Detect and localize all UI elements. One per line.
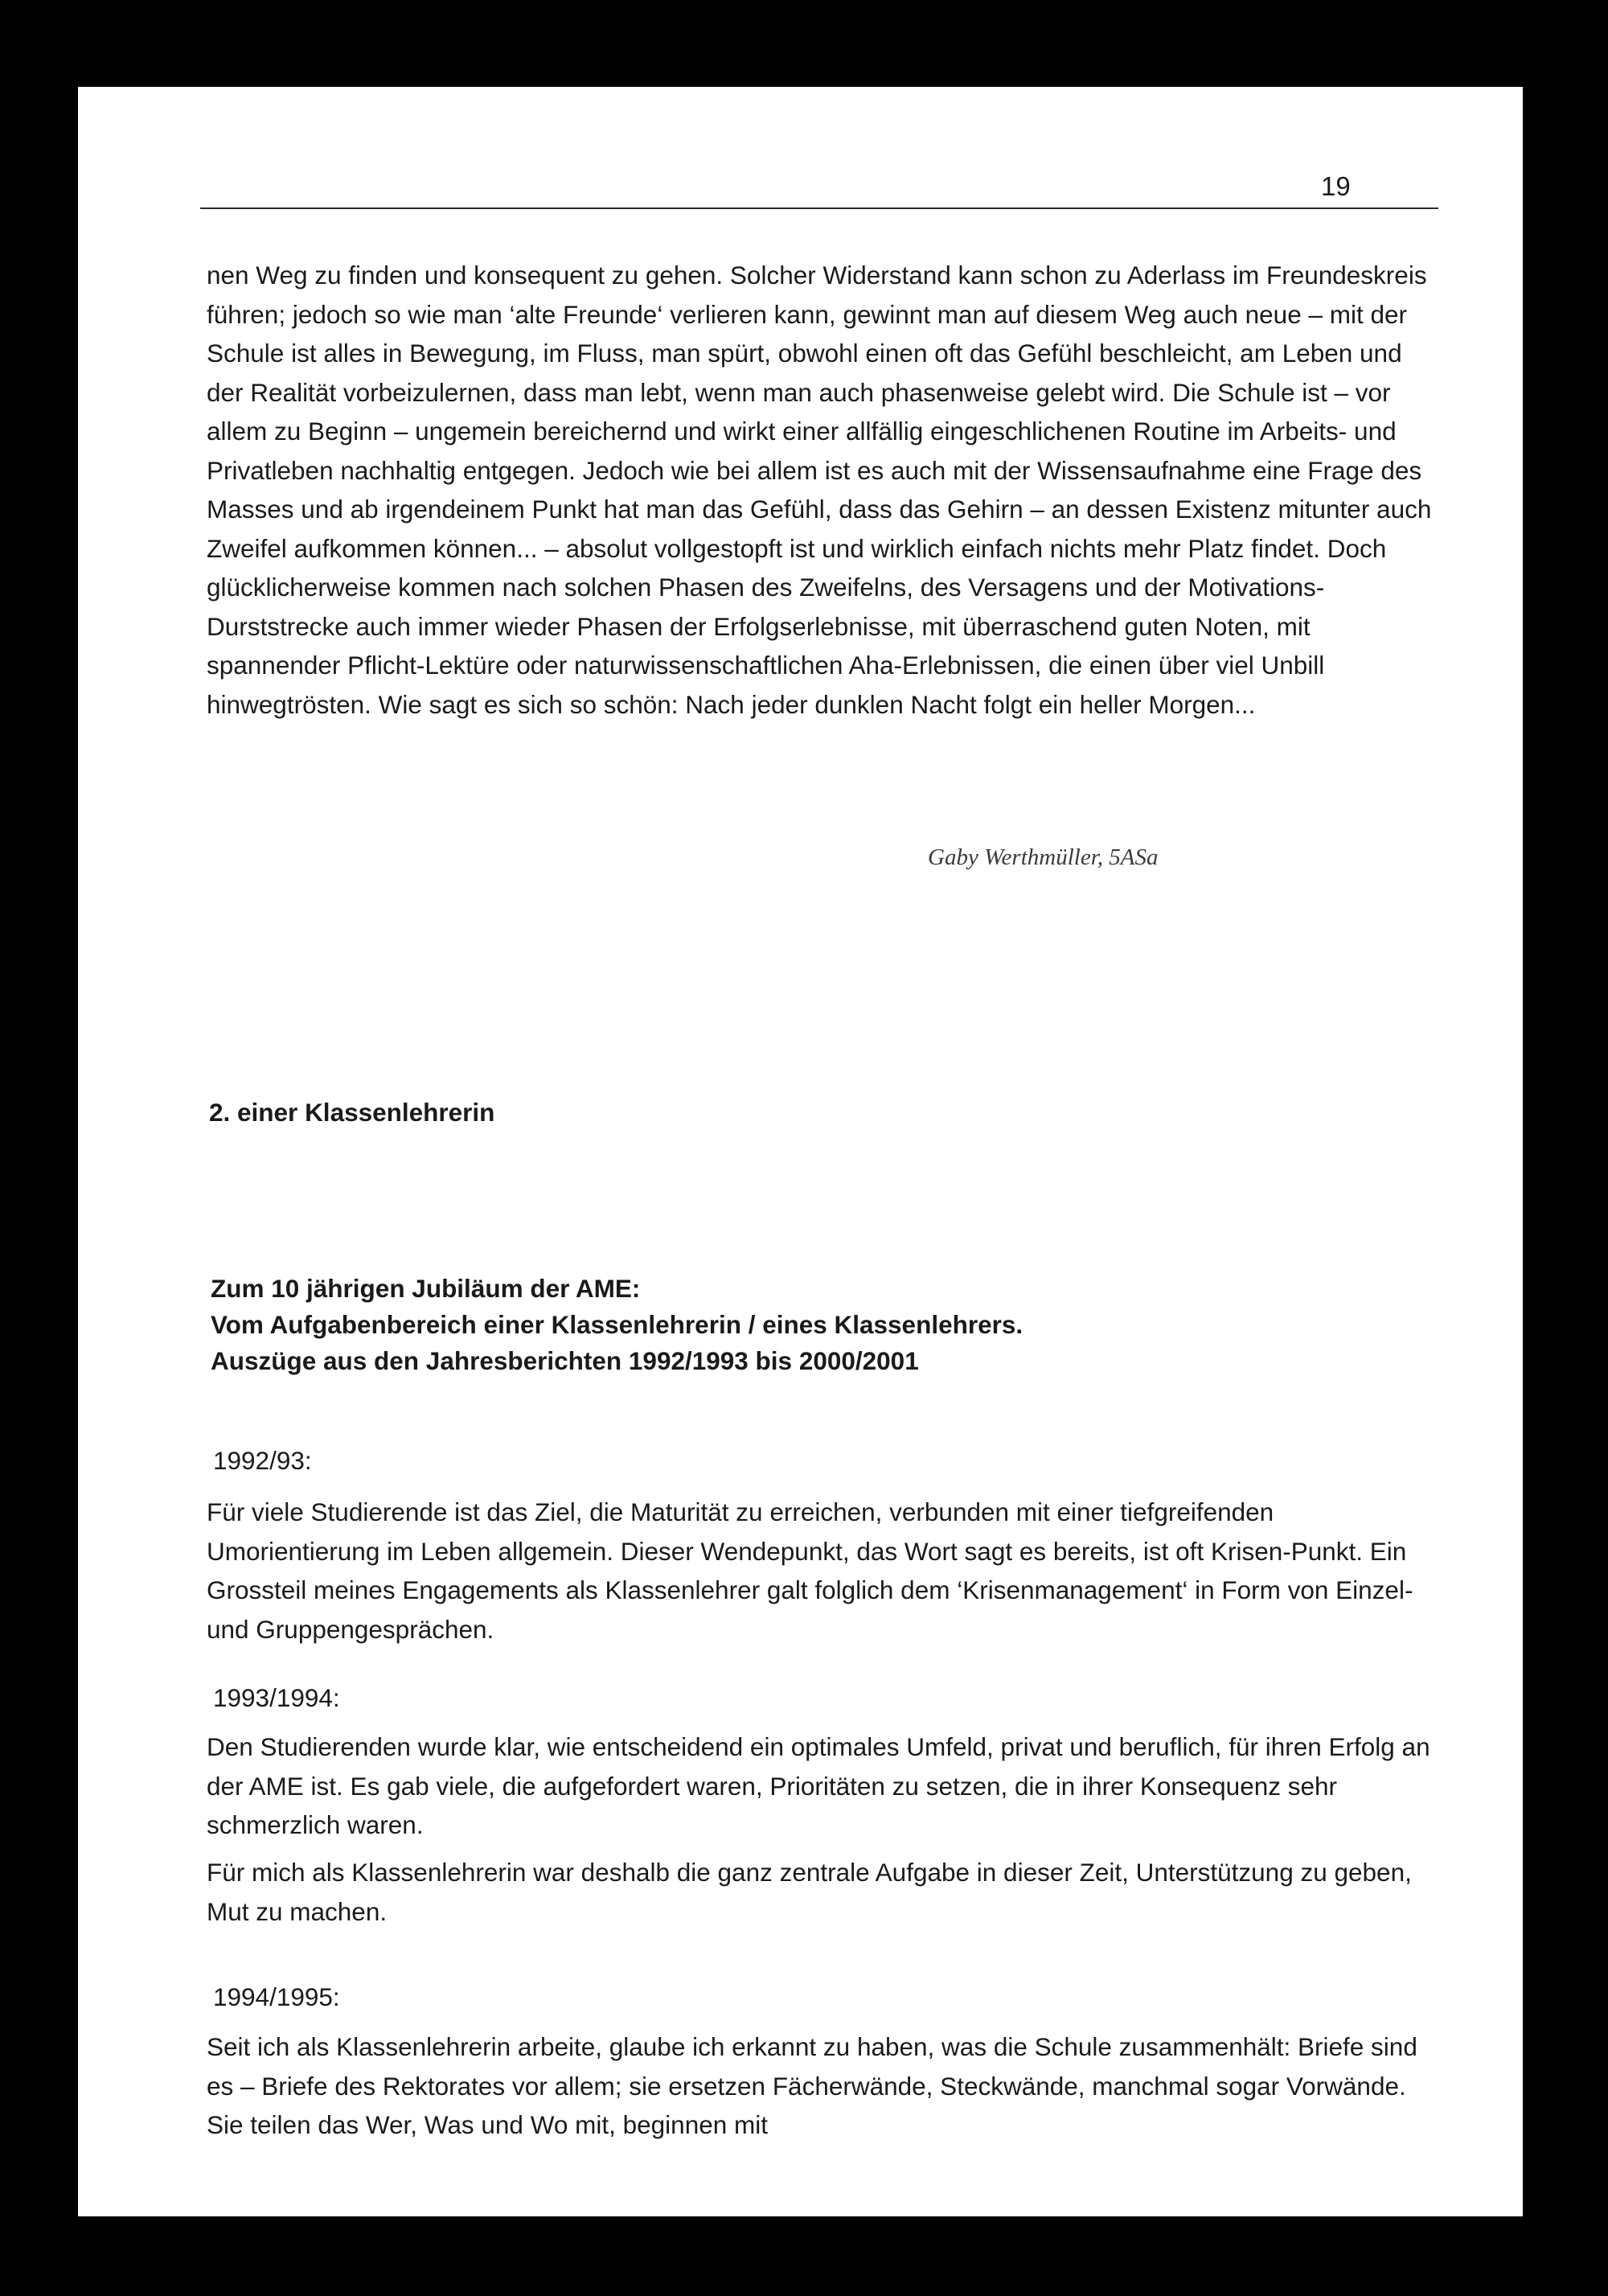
entry-paragraph: Den Studierenden wurde klar, wie entscheidend ein optimales Umfeld, privat und beruflich, für ihren Erfolg an der AME ist. Es gab viele, die aufgefordert waren, Prioritäten zu setzen, die in ihrer Konsequenz sehr schmerzlich waren. <box>207 1732 1430 1839</box>
intro-paragraph: nen Weg zu finden und konsequent zu gehen. Solcher Widerstand kann schon zu Aderlass im Freundeskreis führen; jedoch so wie man ‘alte Freunde‘ verlieren kann, gewinnt man auf diesem Weg auch neue – mit der Schule ist alles in Bewegung, im Fluss, man spürt, obwohl einen oft das Gefühl beschleicht, am Leben und der Realität vorbeizulernen, dass man lebt, wenn man auch phasenweise gelebt wird. Die Schule ist – vor allem zu Beginn – ungemein bereichernd und wirkt einer allfällig eingeschlichenen Routine im Arbeits- und Privatleben nachhaltig entgegen. Jedoch wie bei allem ist es auch mit der Wissensaufnahme eine Frage des Masses und ab irgendeinem Punkt hat man das Gefühl, dass das Gehirn – an dessen Existenz mitunter auch Zweifel aufkommen können... – absolut vollgestopft ist und wirklich einfach nichts mehr Platz findet. Doch glücklicherweise kommen nach solchen Phasen des Zweifelns, des Versagens und der Motivations-Durststrecke auch immer wieder Phasen der Erfolgserlebnisse, mit überraschend guten Noten, mit spannender Pflicht-Lektüre oder naturwissenschaftlichen Aha-Erlebnissen, die einen über viel Unbill hinwegtrösten. Wie sagt es sich so schön: Nach jeder dunklen Nacht folgt ein heller Morgen... <box>207 261 1432 719</box>
subheading-line: Vom Aufgabenbereich einer Klassenlehrerin / eines Klassenlehrers. <box>211 1310 1023 1339</box>
entry-paragraph: Für viele Studierende ist das Ziel, die Maturität zu erreichen, verbunden mit einer tiefgreifenden Umorientierung im Leben allgemein. Dieser Wendepunkt, das Wort sagt es bereits, ist oft Krisen-Punkt. Ein Grossteil meines Engagements als Klassenlehrer galt folglich dem ‘Krisenmanagement‘ in Form von Einzel- und Gruppengesprächen. <box>207 1497 1413 1644</box>
header-rule <box>200 207 1438 209</box>
year-label: 1994/1995: <box>213 1982 340 2011</box>
entry-paragraph: Seit ich als Klassenlehrerin arbeite, glaube ich erkannt zu haben, was die Schule zusammenhält: Briefe sind es – Briefe des Rektorates vor allem; sie ersetzen Fächerwände, Steckwände, manchmal sogar Vorwände. Sie teilen das Wer, Was und Wo mit, beginnen mit <box>207 2032 1417 2139</box>
year-label: 1993/1994: <box>213 1683 340 1712</box>
year-label: 1992/93: <box>213 1446 312 1475</box>
entry-paragraph: Für mich als Klassenlehrerin war deshalb die ganz zentrale Aufgabe in dieser Zeit, Unterstützung zu geben, Mut zu machen. <box>207 1858 1412 1926</box>
page-number: 19 <box>1321 171 1351 201</box>
section-heading: 2. einer Klassenlehrerin <box>209 1098 495 1127</box>
subheading-line: Auszüge aus den Jahresberichten 1992/1993 bis 2000/2001 <box>211 1346 919 1375</box>
author-signature: Gaby Werthmüller, 5ASa <box>928 844 1159 870</box>
document-page <box>78 87 1523 2216</box>
subheading-line: Zum 10 jährigen Jubiläum der AME: <box>211 1274 641 1303</box>
